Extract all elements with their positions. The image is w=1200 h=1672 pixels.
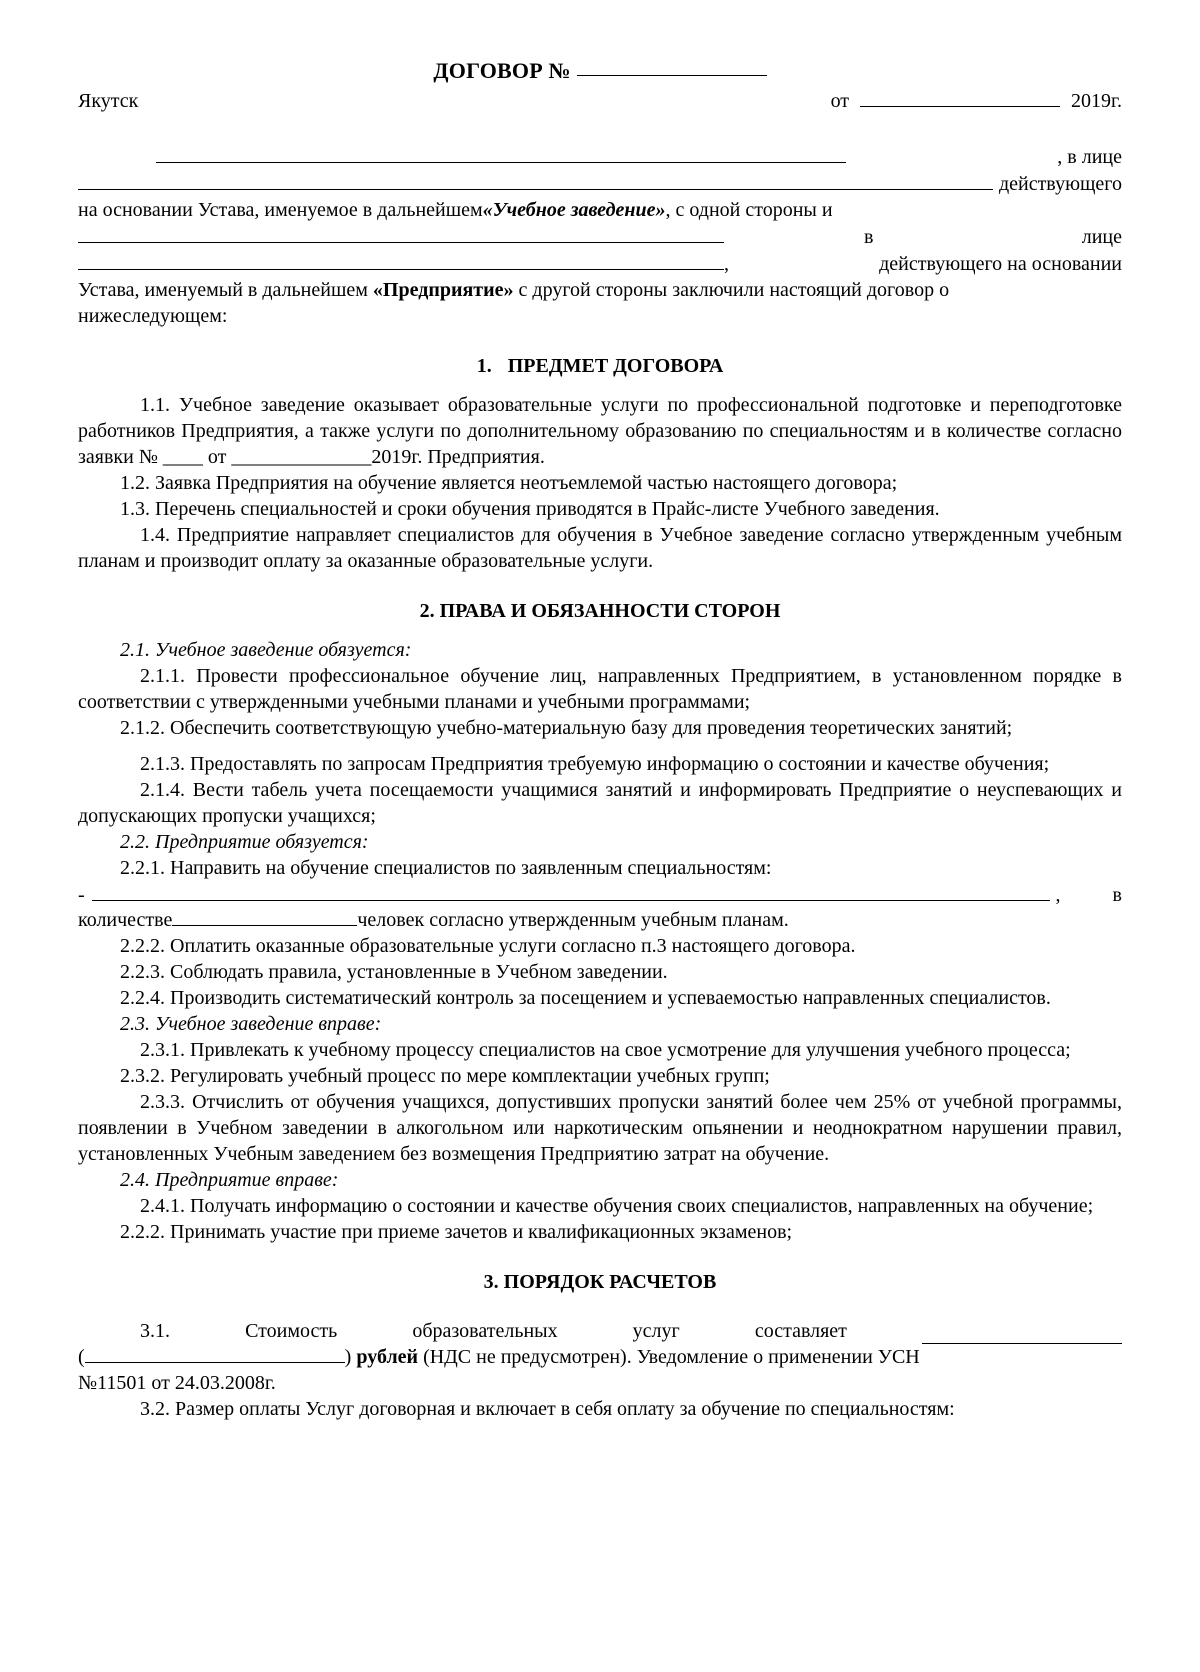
preamble-line-3-tail: , с одной стороны и [665,199,833,221]
cost-currency: рублей [356,1346,419,1368]
section-2-number: 2. [419,600,435,622]
document-title [78,58,1122,84]
preamble-line-4 [78,223,1122,250]
preamble-line-5 [78,250,1122,277]
clause-2-3: 2.3. Учебное заведение вправе: [120,1013,382,1035]
count-blank[interactable] [172,925,357,926]
clause-2-1-1: 2.1.1. Провести профессиональное обучение лиц, направленных Предприятием, в установленном порядке в соответствии с утвержденными учебными планами и учебными программами; [78,665,1122,713]
clause-2-3-1: 2.3.1. Привлекать к учебному процессу специалистов на свое усмотрение для улучшения учебного процесса; [140,1039,1071,1061]
clause-3-1-word-cost: Стоимость [245,1320,338,1342]
dash-marker: - [78,884,85,906]
section-1-number: 1. [476,355,492,377]
clause-2-4: 2.4. Предприятие вправе: [120,1169,339,1191]
cost-rest: (НДС не предусмотрен). Уведомление о применении УСН [418,1346,920,1368]
section-3-heading [78,1271,1122,1294]
clause-2-2: 2.2. Предприятие обязуется: [120,831,369,853]
preamble-line-1 [78,143,1122,170]
preamble-line-7: нижеследующем: [78,305,228,327]
institution-term: «Учебное заведение» [482,199,666,221]
clause-2-1: 2.1. Учебное заведение обязуется: [120,639,412,661]
specialties-blank-row [78,881,1122,907]
usn-notice-number: №11501 от 24.03.2008г. [78,1372,276,1394]
preamble-line-1-tail: , в лице [1057,146,1122,168]
clause-3-1-word-is: составляет [754,1320,847,1342]
clause-2-3-3: 2.3.3. Отчислить от обучения учащихся, допустивших пропуски занятий более чем 25% от учебной программы, появлении в Учебном заведении в алкогольном или наркотическим опьянении и неоднократном нарушении правил, установленных Учебным заведением без возмещения Предприятию затрат на обучение. [78,1091,1122,1165]
count-line [78,907,1122,933]
preamble-block [78,143,1122,329]
clause-3-1-line-2 [78,1344,1122,1370]
clause-3-1-number: 3.1. [140,1320,170,1342]
date-field [831,90,1122,113]
clause-2-1-3: 2.1.3. Предоставлять по запросам Предприятия требуемую информацию о состоянии и качестве обучения; [140,753,1050,775]
date-prefix: от [830,90,850,112]
preamble-line-3 [78,197,1122,223]
cost-paren-close: ) [344,1346,357,1368]
date-blank[interactable] [860,106,1060,107]
clause-1-2: 1.2. Заявка Предприятия на обучение является неотъемлемой частью настоящего договора; [120,472,898,494]
clause-2-1-4: 2.1.4. Вести табель учета посещаемости учащимися занятий и информировать Предприятие о неуспевающих и допускающих пропуски учащихся; [78,779,1122,827]
preamble-line-4-tail-b: лице [1081,226,1122,248]
preamble-line-6-a: Устава, именуемый в дальнейшем [78,279,373,301]
preamble-line-3-a: на основании Устава, именуемое в дальнейшем [78,199,483,221]
enterprise-representative-blank[interactable] [78,250,724,270]
cost-amount-blank[interactable] [922,1318,1122,1344]
specialties-comma: , [1055,884,1061,906]
clause-3-1-word-services-adj: образовательных [412,1320,558,1342]
clause-1-1: 1.1. Учебное заведение оказывает образовательные услуги по профессиональной подготовке и переподготовке работников Предприятия, а также услуги по дополнительному образованию по специальностям и в количестве согласно заявки № ____ от ______________2019г. Предприятия. [78,394,1122,468]
preamble-line-6-b: с другой стороны заключили настоящий договор о [513,279,950,301]
preamble-line-2 [78,170,1122,197]
spacer [78,741,1122,751]
section-2-title: ПРАВА И ОБЯЗАННОСТИ СТОРОН [439,600,781,622]
city-label: Якутск [78,90,139,112]
section-3-title: ПОРЯДОК РАСЧЕТОВ [503,1271,717,1293]
cost-words-blank[interactable] [85,1362,345,1363]
section-2-heading [78,600,1122,623]
clause-2-4-1: 2.4.1. Получать информацию о состоянии и качестве обучения своих специалистов, направленных на обучение; [140,1195,1094,1217]
enterprise-name-blank[interactable] [78,223,724,243]
preamble-line-5-comma: , [724,253,729,275]
clause-2-2-1: 2.2.1. Направить на обучение специалистов по заявленным специальностям: [120,857,772,879]
section-3-number: 3. [483,1271,499,1293]
clause-2-2-4: 2.2.4. Производить систематический контроль за посещением и успеваемостью направленных специалистов. [120,987,1051,1009]
clause-1-4: 1.4. Предприятие направляет специалистов для обучения в Учебное заведение согласно утвержденным учебным планам и производит оплату за оказанные образовательные услуги. [78,524,1122,572]
preamble-line-6 [78,277,1122,303]
cost-paren-open: ( [78,1346,85,1368]
contract-number-blank[interactable] [577,75,767,76]
specialties-blank[interactable] [92,881,1050,901]
institution-representative-blank[interactable] [78,170,993,190]
preamble-line-5-tail: действующего на основании [879,253,1122,275]
institution-name-blank[interactable] [156,143,846,163]
date-year: 2019г. [1071,90,1122,112]
enterprise-term: «Предприятие» [372,279,514,301]
clause-2-3-2: 2.3.2. Регулировать учебный процесс по мере комплектации учебных групп; [120,1065,770,1087]
clause-2-2-2-duplicate: 2.2.2. Принимать участие при приеме зачетов и квалификационных экзаменов; [120,1221,793,1243]
clause-2-2-3: 2.2.3. Соблюдать правила, установленные в Учебном заведении. [120,961,668,983]
count-prefix: количестве [78,909,173,931]
section-1-heading [78,355,1122,378]
preamble-line-4-tail-a: в [864,226,874,248]
clause-2-1-2: 2.1.2. Обеспечить соответствующую учебно-материальную базу для проведения теоретических занятий; [120,717,1013,739]
clause-1-3: 1.3. Перечень специальностей и сроки обучения приводятся в Прайс-листе Учебного заведения. [120,498,940,520]
clause-3-2: 3.2. Размер оплаты Услуг договорная и включает в себя оплату за обучение по специальностям: [140,1398,955,1420]
count-suffix: человек согласно утвержденным учебным планам. [357,909,789,931]
document-title-text: ДОГОВОР № [433,58,571,83]
count-tail: в [1112,884,1122,906]
clause-2-2-2: 2.2.2. Оплатить оказанные образовательные услуги согласно п.3 настоящего договора. [120,935,856,957]
spacer-2 [78,1308,1122,1318]
section-1-title: ПРЕДМЕТ ДОГОВОРА [507,355,724,377]
clause-3-1-line-1 [78,1318,1122,1344]
clause-3-1-word-services: услуг [632,1320,680,1342]
city-date-row [78,90,1122,113]
preamble-line-2-tail: действующего [998,173,1122,195]
